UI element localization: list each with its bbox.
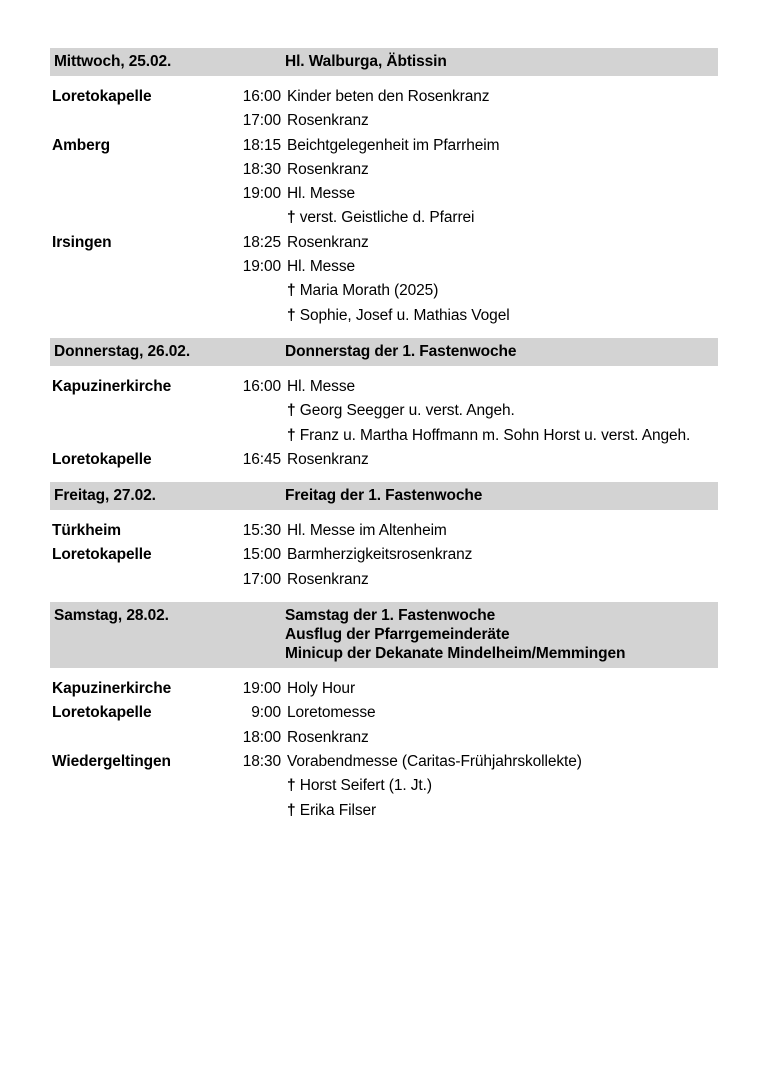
schedule-row: [50, 158, 718, 182]
row-left-group: [50, 255, 287, 279]
location-name: Loretokapelle: [52, 546, 152, 564]
cross-icon: †: [287, 306, 296, 324]
service-description: [287, 448, 718, 472]
day-title-line: Hl. Walburga, Äbtissin: [285, 53, 447, 70]
service-time: 17:00: [242, 570, 281, 588]
day-entries: [50, 510, 718, 602]
day-title-group: [285, 52, 718, 71]
service-title: Rosenkranz: [287, 233, 369, 251]
service-title: Barmherzigkeitsrosenkranz: [287, 546, 473, 564]
service-time: 18:00: [242, 728, 281, 746]
schedule-row: [50, 255, 718, 328]
row-left-group: [50, 750, 287, 774]
mass-intention: † Sophie, Josef u. Mathias Vogel: [287, 306, 510, 324]
service-time: 18:25: [242, 233, 281, 251]
location-name: Kapuzinerkirche: [52, 680, 172, 698]
service-title: Kinder beten den Rosenkranz: [287, 88, 490, 105]
day-header: [50, 338, 718, 366]
location-name: Amberg: [52, 136, 110, 154]
day-date: Freitag, 27.02.: [54, 487, 156, 505]
service-description: [287, 750, 718, 823]
row-left-group: [50, 85, 287, 109]
service-description: [287, 231, 718, 255]
schedule-row: [50, 677, 718, 701]
service-time: 19:00: [242, 680, 281, 698]
service-title: Rosenkranz: [287, 160, 369, 178]
mass-intention: † Erika Filser: [287, 801, 377, 819]
service-time: 16:00: [242, 377, 281, 395]
mass-intention: † verst. Geistliche d. Pfarrei: [287, 209, 475, 227]
row-left-group: [50, 448, 287, 472]
day-title-line: Ausflug der Pfarrgemeinderäte: [285, 626, 510, 644]
mass-intention: † Franz u. Martha Hoffmann m. Sohn Horst u. verst. Angeh.: [287, 426, 691, 444]
schedule-row: [50, 134, 718, 158]
row-left-group: [50, 109, 287, 133]
schedule-row: [50, 726, 718, 750]
service-title: Holy Hour: [287, 680, 356, 698]
service-title: Beichtgelegenheit im Pfarrheim: [287, 136, 500, 154]
day-header: [50, 48, 718, 76]
day-header: [50, 602, 718, 668]
row-left-group: [50, 543, 287, 567]
service-description: [287, 677, 718, 701]
service-time: 19:00: [242, 185, 281, 203]
day-entries: [50, 366, 718, 482]
day-date: Mittwoch, 25.02.: [54, 53, 172, 70]
service-time: 16:45: [242, 450, 281, 468]
mass-intention: † Horst Seifert (1. Jt.): [287, 777, 432, 795]
service-description: [287, 255, 718, 328]
schedule-row: [50, 109, 718, 133]
day-entries: [50, 668, 718, 833]
service-description: [287, 519, 718, 543]
service-time: 18:30: [242, 160, 281, 178]
service-title: Rosenkranz: [287, 728, 369, 746]
schedule-row: [50, 701, 718, 725]
cross-icon: †: [287, 426, 296, 444]
day-header: [50, 482, 718, 510]
location-name: Loretokapelle: [52, 88, 152, 105]
service-description: [287, 701, 718, 725]
day-title-group: [285, 606, 718, 663]
service-title: Vorabendmesse (Caritas-Frühjahrskollekte): [287, 752, 582, 770]
service-title: Hl. Messe: [287, 258, 356, 276]
service-time: 15:30: [242, 522, 281, 540]
schedule-row: [50, 448, 718, 472]
row-left-group: [50, 726, 287, 750]
schedule-row: [50, 543, 718, 567]
service-title: Rosenkranz: [287, 450, 369, 468]
schedule-table: [50, 48, 718, 833]
row-left-group: [50, 677, 287, 701]
service-time: 19:00: [242, 258, 281, 276]
cross-icon: †: [287, 402, 296, 420]
mass-intention: † Georg Seegger u. verst. Angeh.: [287, 402, 515, 420]
day-date: Samstag, 28.02.: [54, 607, 169, 625]
service-time: 9:00: [251, 704, 281, 722]
row-left-group: [50, 568, 287, 592]
day-title-line: Donnerstag der 1. Fastenwoche: [285, 342, 517, 360]
schedule-row: [50, 85, 718, 109]
location-name: Türkheim: [52, 522, 121, 540]
service-description: [287, 134, 718, 158]
schedule-row: [50, 375, 718, 448]
service-time: 17:00: [242, 112, 281, 130]
service-description: [287, 568, 718, 592]
cross-icon: †: [287, 777, 296, 795]
day-date: Donnerstag, 26.02.: [54, 342, 191, 360]
service-title: Rosenkranz: [287, 112, 369, 130]
service-description: [287, 726, 718, 750]
service-title: Hl. Messe: [287, 377, 356, 395]
service-description: [287, 543, 718, 567]
cross-icon: †: [287, 209, 296, 227]
schedule-row: [50, 750, 718, 823]
day-title-line: Samstag der 1. Fastenwoche: [285, 607, 496, 625]
service-time: 18:30: [242, 752, 281, 770]
location-name: Kapuzinerkirche: [52, 377, 172, 395]
schedule-row: [50, 231, 718, 255]
service-title: Hl. Messe: [287, 185, 356, 203]
service-time: 15:00: [242, 546, 281, 564]
row-left-group: [50, 182, 287, 206]
service-description: [287, 375, 718, 448]
cross-icon: †: [287, 801, 296, 819]
service-title: Hl. Messe im Altenheim: [287, 522, 447, 540]
day-title-line: Minicup der Dekanate Mindelheim/Memmingen: [285, 645, 626, 663]
day-title-line: Freitag der 1. Fastenwoche: [285, 487, 483, 505]
day-title-group: [285, 342, 718, 361]
row-left-group: [50, 519, 287, 543]
row-left-group: [50, 375, 287, 399]
mass-intention: † Maria Morath (2025): [287, 282, 439, 300]
location-name: Wiedergeltingen: [52, 752, 171, 770]
schedule-row: [50, 568, 718, 592]
row-left-group: [50, 231, 287, 255]
cross-icon: †: [287, 282, 296, 300]
row-left-group: [50, 701, 287, 725]
service-description: [287, 158, 718, 182]
service-title: Rosenkranz: [287, 570, 369, 588]
service-description: [287, 109, 718, 133]
service-description: [287, 85, 718, 109]
schedule-row: [50, 519, 718, 543]
service-time: 16:00: [242, 88, 281, 105]
service-time: 18:15: [242, 136, 281, 154]
day-title-group: [285, 486, 718, 505]
location-name: Loretokapelle: [52, 704, 152, 722]
schedule-row: [50, 182, 718, 231]
location-name: Irsingen: [52, 233, 112, 251]
service-title: Loretomesse: [287, 704, 376, 722]
row-left-group: [50, 158, 287, 182]
row-left-group: [50, 134, 287, 158]
service-description: [287, 182, 718, 231]
location-name: Loretokapelle: [52, 450, 152, 468]
day-entries: [50, 76, 718, 338]
